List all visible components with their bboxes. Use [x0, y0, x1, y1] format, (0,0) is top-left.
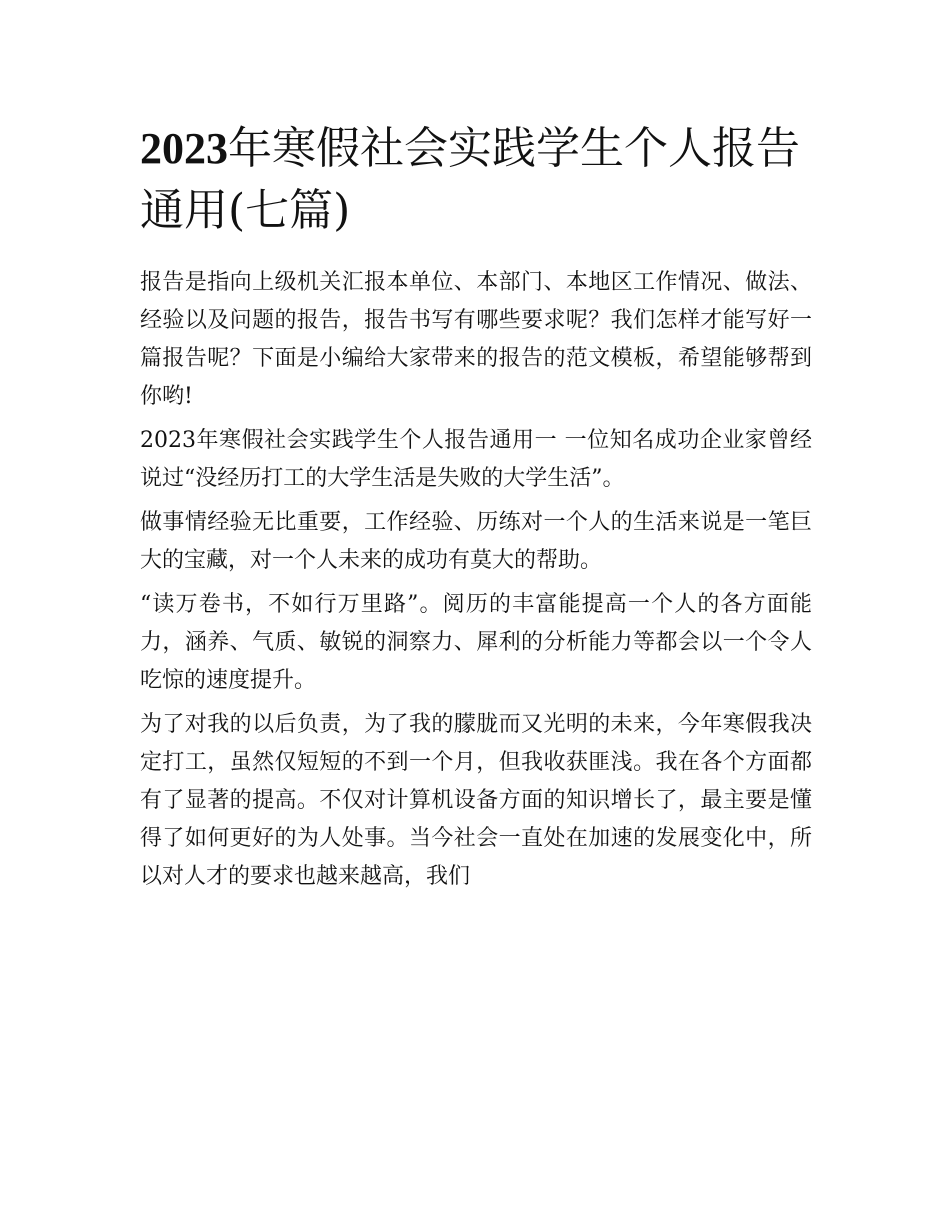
document-body: [140, 118, 812, 902]
paragraph-travel: “读万卷书，不如行万里路”。阅历的丰富能提高一个人的各方面能力，涵养、气质、敏锐的洞察力、犀利的分析能力等都会以一个令人吃惊的速度提升。: [140, 592, 812, 693]
paragraph-experience: 做事情经验无比重要，工作经验、历练对一个人的生活来说是一笔巨大的宝藏，对一个人未来的成功有莫大的帮助。: [140, 510, 812, 573]
paragraph-intro: 报告是指向上级机关汇报本单位、本部门、本地区工作情况、做法、经验以及问题的报告，报告书写有哪些要求呢？我们怎样才能写好一篇报告呢？下面是小编给大家带来的报告的范文模板，希望能够帮到你哟!: [140, 270, 812, 409]
document-title-year: 2023: [140, 124, 228, 173]
document-title-text: 年寒假社会实践学生个人报告通用(七篇): [140, 123, 800, 236]
paragraph-section-one: 2023年寒假社会实践学生个人报告通用一 一位知名成功企业家曾经说过“没经历打工的大学生活是失败的大学生活”。: [140, 428, 812, 491]
document-title: [140, 118, 812, 242]
paragraph-winter-job: 为了对我的以后负责，为了我的朦胧而又光明的未来，今年寒假我决定打工，虽然仅短短的不到一个月，但我收获匪浅。我在各个方面都有了显著的提高。不仅对计算机设备方面的知识增长了，最主要是懂得了如何更好的为人处事。当今社会一直处在加速的发展变化中，所以对人才的要求也越来越高，我们: [140, 712, 812, 889]
